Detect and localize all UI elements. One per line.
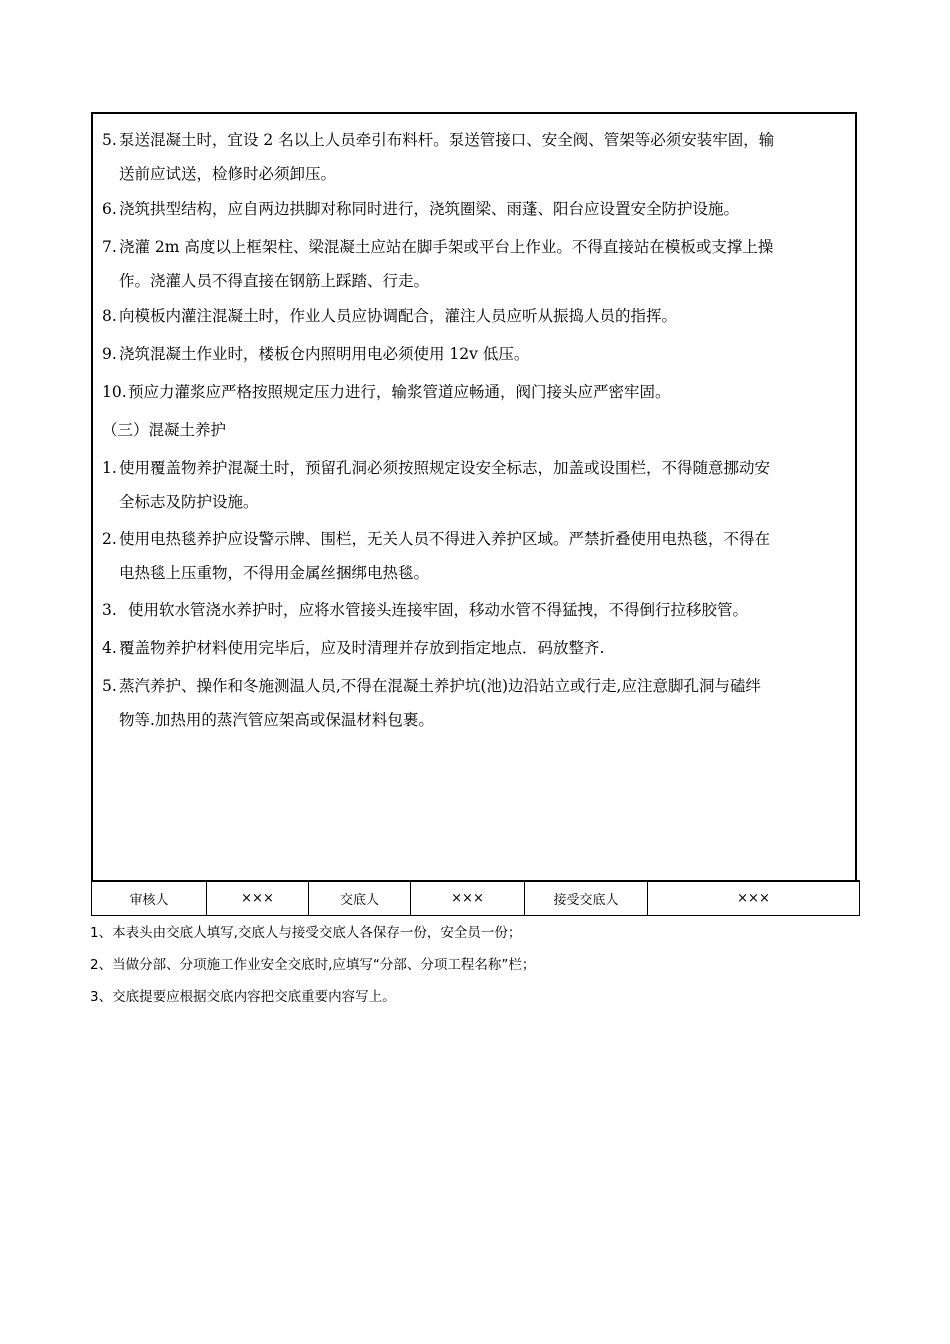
receiver-label: 接受交底人 [525, 881, 648, 916]
item-text-continued: 送前应试送，检修时必须卸压。 [119, 165, 337, 183]
item-number: 8. [102, 307, 117, 325]
item-text: 向模板内灌注混凝土时，作业人员应协调配合，灌注人员应听从振捣人员的指挥。 [119, 307, 678, 325]
item-number: 1. [102, 459, 117, 477]
item-text: 使用软水管浇水养护时，应将水管接头连接牢固，移动水管不得猛拽，不得倒行拉移胶管。 [128, 601, 749, 619]
item-text-continued: 电热毯上压重物，不得用金属丝捆绑电热毯。 [119, 564, 430, 582]
item-number: 10. [102, 383, 127, 401]
footnote: 3、交底提要应根据交底内容把交底重要内容写上。 [90, 989, 396, 1005]
footnote: 2、当做分部、分项施工作业安全交底时,应填写“分部、分项工程名称”栏； [90, 957, 536, 973]
footnote: 1、本表头由交底人填写,交底人与接受交底人各保存一份，安全员一份； [90, 925, 522, 941]
item-text: 覆盖物养护材料使用完毕后，应及时清理并存放到指定地点．码放整齐. [119, 639, 605, 657]
content-box [91, 112, 857, 880]
discloser-label: 交底人 [309, 881, 411, 916]
item-text-continued: 全标志及防护设施。 [119, 493, 259, 511]
item-number: 5. [102, 677, 117, 695]
receiver-value: ××× [648, 881, 860, 916]
item-number: 6. [102, 200, 117, 218]
item-number: 9. [102, 345, 117, 363]
reviewer-value: ××× [207, 881, 309, 916]
item-text-continued: 物等.加热用的蒸汽管应架高或保温材料包裹。 [119, 711, 434, 729]
item-number: 7. [102, 238, 117, 256]
item-text: 泵送混凝土时，宜设 2 名以上人员牵引布料杆。泵送管接口、安全阀、管架等必须安装牢固，输 [119, 131, 775, 149]
item-text: 浇灌 2m 高度以上框架柱、梁混凝土应站在脚手架或平台上作业。不得直接站在模板或支撑上操 [119, 238, 774, 256]
item-number: 4. [102, 639, 117, 657]
reviewer-label: 审核人 [92, 881, 207, 916]
section-heading-text: （三）混凝土养护 [102, 421, 227, 439]
item-number: 3. [102, 601, 117, 619]
item-number: 5. [102, 131, 117, 149]
item-text: 蒸汽养护、操作和冬施测温人员,不得在混凝土养护坑(池)边沿站立或行走,应注意脚孔洞与磕绊 [119, 677, 761, 695]
item-text: 使用覆盖物养护混凝土时，预留孔洞必须按照规定设安全标志，加盖或设围栏，不得随意挪动安 [119, 459, 771, 477]
item-text-continued: 作。浇灌人员不得直接在钢筋上踩踏、行走。 [119, 272, 430, 290]
discloser-value: ××× [411, 881, 525, 916]
item-text: 预应力灌浆应严格按照规定压力进行，输浆管道应畅通，阀门接头应严密牢固。 [128, 383, 671, 401]
item-text: 浇筑拱型结构，应自两边拱脚对称同时进行，浇筑圈梁、雨蓬、阳台应设置安全防护设施。 [119, 200, 740, 218]
signature-row [91, 880, 860, 916]
item-number: 2. [102, 530, 117, 548]
item-text: 浇筑混凝土作业时，楼板仓内照明用电必须使用 12v 低压。 [119, 345, 530, 363]
item-text: 使用电热毯养护应设警示牌、围栏，无关人员不得进入养护区域。严禁折叠使用电热毯，不得在 [119, 530, 771, 548]
